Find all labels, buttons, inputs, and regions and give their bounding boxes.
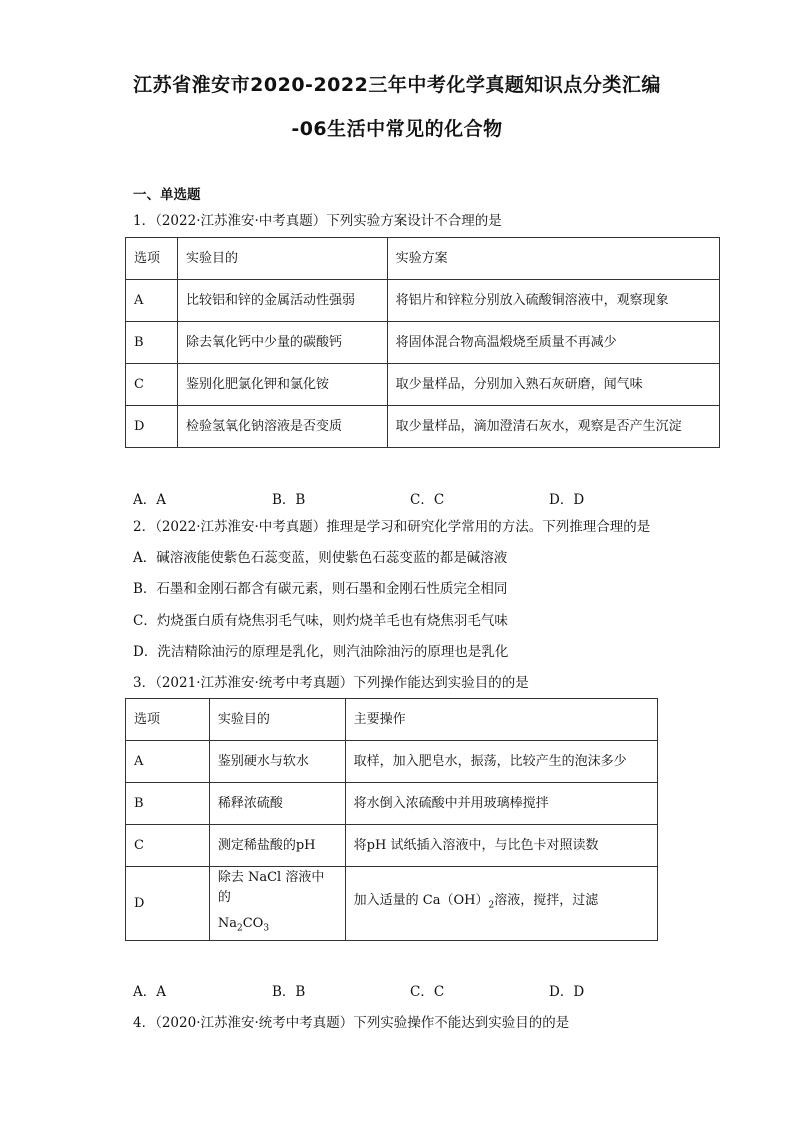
- question-4-stem: 4．（2020·江苏淮安·统考中考真题）下列实验操作不能达到实验目的的是: [133, 1015, 570, 1031]
- table-cell: 鉴别化肥氯化钾和氯化铵: [177, 364, 387, 406]
- table-header-cell: 实验目的: [209, 699, 345, 741]
- table-row: [126, 280, 720, 322]
- formula-part: CO: [242, 916, 264, 932]
- answer-option[interactable]: C．灼烧蛋白质有烧焦羽毛气味，则灼烧羊毛也有烧焦羽毛气味: [133, 613, 508, 629]
- table-cell: A: [126, 280, 178, 322]
- table-cell: 鉴别硬水与软水: [209, 741, 345, 783]
- table-row: [126, 825, 658, 867]
- table-cell: 取样，加入肥皂水，振荡，比较产生的泡沫多少: [345, 741, 657, 783]
- answer-option[interactable]: A．A: [133, 984, 166, 1000]
- table-header-cell: 选项: [126, 238, 178, 280]
- answer-option[interactable]: D．D: [549, 492, 585, 508]
- table-cell: 将铝片和锌粒分别放入硫酸铜溶液中，观察现象: [387, 280, 719, 322]
- table-cell: 测定稀盐酸的pH: [209, 825, 345, 867]
- table-cell: 检验氢氧化钠溶液是否变质: [177, 406, 387, 448]
- question-3-stem: 3．（2021·江苏淮安·统考中考真题）下列操作能达到实验目的的是: [133, 675, 529, 691]
- answer-option[interactable]: A．碱溶液能使紫色石蕊变蓝，则使紫色石蕊变蓝的都是碱溶液: [133, 550, 508, 566]
- question-1-table: [125, 237, 720, 448]
- question-3-options: [0, 980, 794, 998]
- table-cell: 比较铝和锌的金属活动性强弱: [177, 280, 387, 322]
- table-cell: 除去氧化钙中少量的碳酸钙: [177, 322, 387, 364]
- table-header-cell: 实验目的: [177, 238, 387, 280]
- cell-text: 溶液，搅拌，过滤: [494, 893, 599, 909]
- table-cell: C: [126, 825, 210, 867]
- table-header-cell: 主要操作: [345, 699, 657, 741]
- question-2-stem: 2．（2022·江苏淮安·中考真题）推理是学习和研究化学常用的方法。下列推理合理的是: [133, 519, 651, 535]
- table-header-cell: 选项: [126, 699, 210, 741]
- answer-option[interactable]: A．A: [133, 492, 166, 508]
- table-row: [126, 741, 658, 783]
- table-cell: 取少量样品，分别加入熟石灰研磨，闻气味: [387, 364, 719, 406]
- formula-subscript: 2: [488, 900, 495, 911]
- table-row: [126, 783, 658, 825]
- table-row: [126, 322, 720, 364]
- section-heading: 一、单选题: [133, 187, 201, 203]
- cell-text: 除去 NaCl 溶液中的: [217, 870, 325, 906]
- table-cell: B: [126, 322, 178, 364]
- question-1-options: [0, 488, 794, 506]
- table-cell: A: [126, 741, 210, 783]
- table-header-row: [126, 238, 720, 280]
- table-cell: D: [126, 406, 178, 448]
- table-cell: 取少量样品，滴加澄清石灰水，观察是否产生沉淀: [387, 406, 719, 448]
- table-cell: [345, 867, 657, 941]
- chemical-formula: [218, 914, 337, 939]
- table-header-cell: 实验方案: [387, 238, 719, 280]
- answer-option[interactable]: B．B: [272, 492, 306, 508]
- table-row: [126, 406, 720, 448]
- answer-option[interactable]: C．C: [410, 984, 445, 1000]
- formula-part: Na: [217, 916, 237, 932]
- table-cell: C: [126, 364, 178, 406]
- answer-option[interactable]: D．D: [549, 984, 585, 1000]
- table-cell: 将固体混合物高温煅烧至质量不再减少: [387, 322, 719, 364]
- page-title: 江苏省淮安市2020-2022三年中考化学真题知识点分类汇编: [133, 74, 661, 96]
- formula-subscript: 2: [236, 923, 243, 934]
- table-cell: 将水倒入浓硫酸中并用玻璃棒搅拌: [345, 783, 657, 825]
- cell-text: 加入适量的 Ca（OH）: [353, 893, 489, 909]
- question-3-table: [125, 698, 658, 941]
- formula-subscript: 3: [263, 923, 270, 934]
- table-cell: 稀释浓硫酸: [209, 783, 345, 825]
- table-cell: B: [126, 783, 210, 825]
- table-cell: 将pH 试纸插入溶液中，与比色卡对照读数: [345, 825, 657, 867]
- table-row: [126, 364, 720, 406]
- answer-option[interactable]: C．C: [410, 492, 445, 508]
- table-row: [126, 867, 658, 941]
- table-cell: D: [126, 867, 210, 941]
- table-cell: [209, 867, 345, 941]
- answer-option[interactable]: B．B: [272, 984, 306, 1000]
- answer-option[interactable]: B．石墨和金刚石都含有碳元素，则石墨和金刚石性质完全相同: [133, 581, 508, 597]
- page-subtitle: -06生活中常见的化合物: [291, 118, 503, 140]
- answer-option[interactable]: D．洗洁精除油污的原理是乳化，则汽油除油污的原理也是乳化: [133, 644, 509, 660]
- question-1-stem: 1．（2022·江苏淮安·中考真题）下列实验方案设计不合理的是: [133, 213, 502, 229]
- table-header-row: [126, 699, 658, 741]
